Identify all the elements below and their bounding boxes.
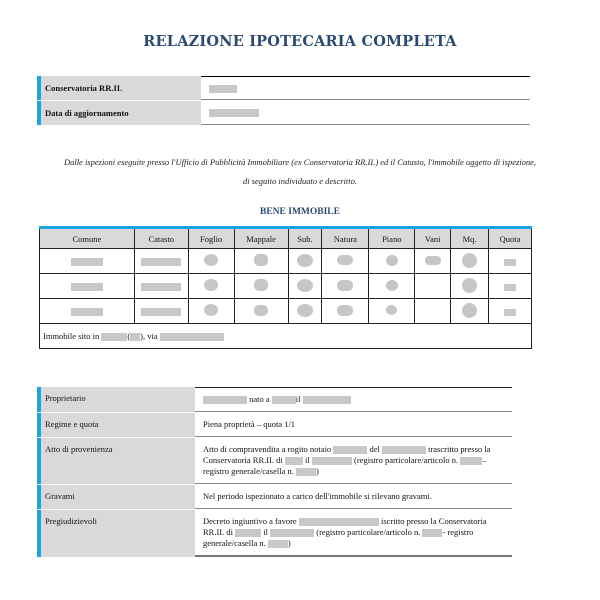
info-label: Data di aggiornamento — [41, 101, 201, 125]
cell — [415, 249, 451, 274]
value-text: il — [263, 527, 268, 537]
cell — [451, 274, 489, 299]
column-header: Mq. — [451, 228, 489, 249]
owner-label: Atto di provenienza — [41, 438, 195, 484]
value-text: ) — [315, 466, 319, 476]
cell — [451, 249, 489, 274]
owner-value: Nel periodo ispezionato a carico dell'immobile si rilevano gravami. — [195, 485, 512, 509]
redacted-value — [425, 256, 441, 265]
intro-line: di seguito individuato e descritto. — [242, 176, 358, 186]
value-text: del — [369, 444, 380, 454]
redacted-value — [297, 254, 313, 267]
redacted-value — [462, 303, 477, 318]
column-header: Mappale — [234, 228, 288, 249]
redacted-value — [386, 255, 398, 266]
cell — [322, 249, 369, 274]
address-row — [40, 324, 532, 349]
column-header: Sub. — [288, 228, 322, 249]
owner-row-gravami — [37, 485, 512, 509]
cell — [489, 299, 532, 324]
info-value — [201, 101, 530, 125]
redacted-value — [333, 446, 367, 454]
cell — [134, 299, 188, 324]
redacted-value — [203, 396, 247, 404]
intro-text — [20, 153, 580, 191]
redacted-value — [386, 305, 397, 315]
cell — [288, 249, 322, 274]
redacted-value — [71, 258, 103, 266]
owner-label: Pregiudizievoli — [41, 510, 195, 557]
cell — [489, 274, 532, 299]
cell — [369, 249, 415, 274]
cell — [234, 274, 288, 299]
info-value — [201, 76, 530, 100]
redacted-value — [130, 333, 140, 341]
cell — [188, 274, 234, 299]
column-header: Catasto — [134, 228, 188, 249]
redacted-value — [209, 109, 259, 117]
redacted-value — [101, 333, 127, 341]
cell — [234, 299, 288, 324]
redacted-value — [337, 255, 353, 265]
cell — [322, 274, 369, 299]
table-header-row — [40, 228, 532, 249]
redacted-value — [285, 457, 303, 465]
info-row-data — [37, 101, 530, 125]
redacted-value — [204, 254, 218, 266]
redacted-value — [254, 254, 268, 266]
cell — [40, 249, 135, 274]
column-header: Vani — [415, 228, 451, 249]
value-text: iscritto presso la Conservatoria RR.II. di — [203, 516, 487, 537]
redacted-value — [71, 283, 103, 291]
value-text: il — [305, 455, 310, 465]
column-header: Comune — [40, 228, 135, 249]
bene-immobile-table — [39, 226, 532, 349]
owner-table — [37, 387, 512, 557]
redacted-value — [270, 529, 314, 537]
redacted-value — [422, 529, 442, 537]
info-label: Conservatoria RR.II. — [41, 76, 201, 100]
owner-row-atto — [37, 438, 512, 484]
value-text: (registro particolare/articolo n. — [316, 527, 421, 537]
redacted-value — [297, 279, 313, 292]
redacted-value — [386, 280, 398, 291]
redacted-value — [303, 396, 351, 404]
redacted-value — [141, 283, 181, 291]
cell — [369, 299, 415, 324]
redacted-value — [504, 259, 516, 266]
value-text: – registro generale/casella n. — [203, 455, 487, 476]
redacted-value — [268, 540, 288, 548]
owner-value: Piena proprietà – quota 1/1 — [195, 413, 512, 437]
owner-row-proprietario — [37, 387, 512, 412]
section-title: BENE IMMOBILE — [260, 207, 340, 217]
table-row — [40, 299, 532, 324]
value-text: (registro particolare/articolo n. — [354, 455, 459, 465]
cell — [234, 249, 288, 274]
redacted-value — [337, 280, 353, 291]
header-info-table — [37, 76, 530, 125]
redacted-value — [504, 309, 516, 316]
cell — [40, 274, 135, 299]
redacted-value — [296, 468, 316, 476]
redacted-value — [141, 258, 181, 266]
cell — [134, 274, 188, 299]
cell — [451, 299, 489, 324]
cell — [415, 299, 451, 324]
redacted-value — [141, 308, 181, 316]
table-row — [40, 274, 532, 299]
cell — [369, 274, 415, 299]
value-text: ) — [287, 538, 291, 548]
cell — [288, 299, 322, 324]
cell — [322, 299, 369, 324]
cell — [134, 249, 188, 274]
redacted-value — [382, 446, 426, 454]
redacted-value — [272, 396, 296, 404]
column-header: Foglio — [188, 228, 234, 249]
column-header: Piano — [369, 228, 415, 249]
owner-label: Regime e quota — [41, 413, 195, 437]
value-text: trascritto presso la Conservatoria RR.II. di — [203, 444, 491, 465]
value-text: nato a — [249, 394, 270, 404]
address-text: ), via — [140, 330, 158, 341]
address-label: Immobile sito in — [43, 330, 100, 341]
address-cell — [40, 324, 532, 349]
redacted-value — [337, 305, 353, 316]
redacted-value — [160, 333, 224, 341]
redacted-value — [297, 304, 313, 317]
owner-value — [195, 438, 512, 484]
owner-label: Gravami — [41, 485, 195, 509]
value-text: - registro generale/casella n. — [203, 527, 474, 548]
redacted-value — [460, 457, 482, 465]
address-text: ( — [127, 330, 131, 341]
info-row-conservatoria — [37, 76, 530, 100]
owner-value — [195, 387, 512, 412]
cell — [40, 299, 135, 324]
owner-label: Proprietario — [41, 387, 195, 412]
cell — [288, 274, 322, 299]
cell — [415, 274, 451, 299]
cell — [188, 249, 234, 274]
intro-line: Dalle ispezioni eseguite presso l'Ufficio di Pubblicità Immobiliare (ex Conservatoria RR.II.) ed il Catasto, l'immobile oggetto di ispezione, — [63, 157, 537, 167]
redacted-value — [462, 253, 477, 268]
redacted-value — [312, 457, 352, 465]
owner-row-pregiudizievoli — [37, 510, 512, 557]
value-text: il — [295, 394, 301, 404]
value-text: Atto di compravendita a rogito notaio — [203, 444, 332, 454]
redacted-value — [235, 529, 261, 537]
redacted-value — [504, 284, 516, 291]
cell — [489, 249, 532, 274]
redacted-value — [204, 304, 218, 316]
column-header: Quota — [489, 228, 532, 249]
column-header: Natura — [322, 228, 369, 249]
redacted-value — [462, 278, 477, 293]
redacted-value — [254, 305, 268, 316]
cell — [188, 299, 234, 324]
redacted-value — [254, 279, 268, 291]
owner-value — [195, 510, 512, 557]
table-row — [40, 249, 532, 274]
page-title: RELAZIONE IPOTECARIA COMPLETA — [143, 33, 457, 50]
owner-row-regime — [37, 413, 512, 437]
redacted-value — [209, 85, 237, 93]
redacted-value — [71, 308, 103, 316]
redacted-value — [299, 518, 379, 526]
redacted-value — [204, 279, 218, 291]
value-text: Decreto ingiuntivo a favore — [203, 516, 297, 526]
